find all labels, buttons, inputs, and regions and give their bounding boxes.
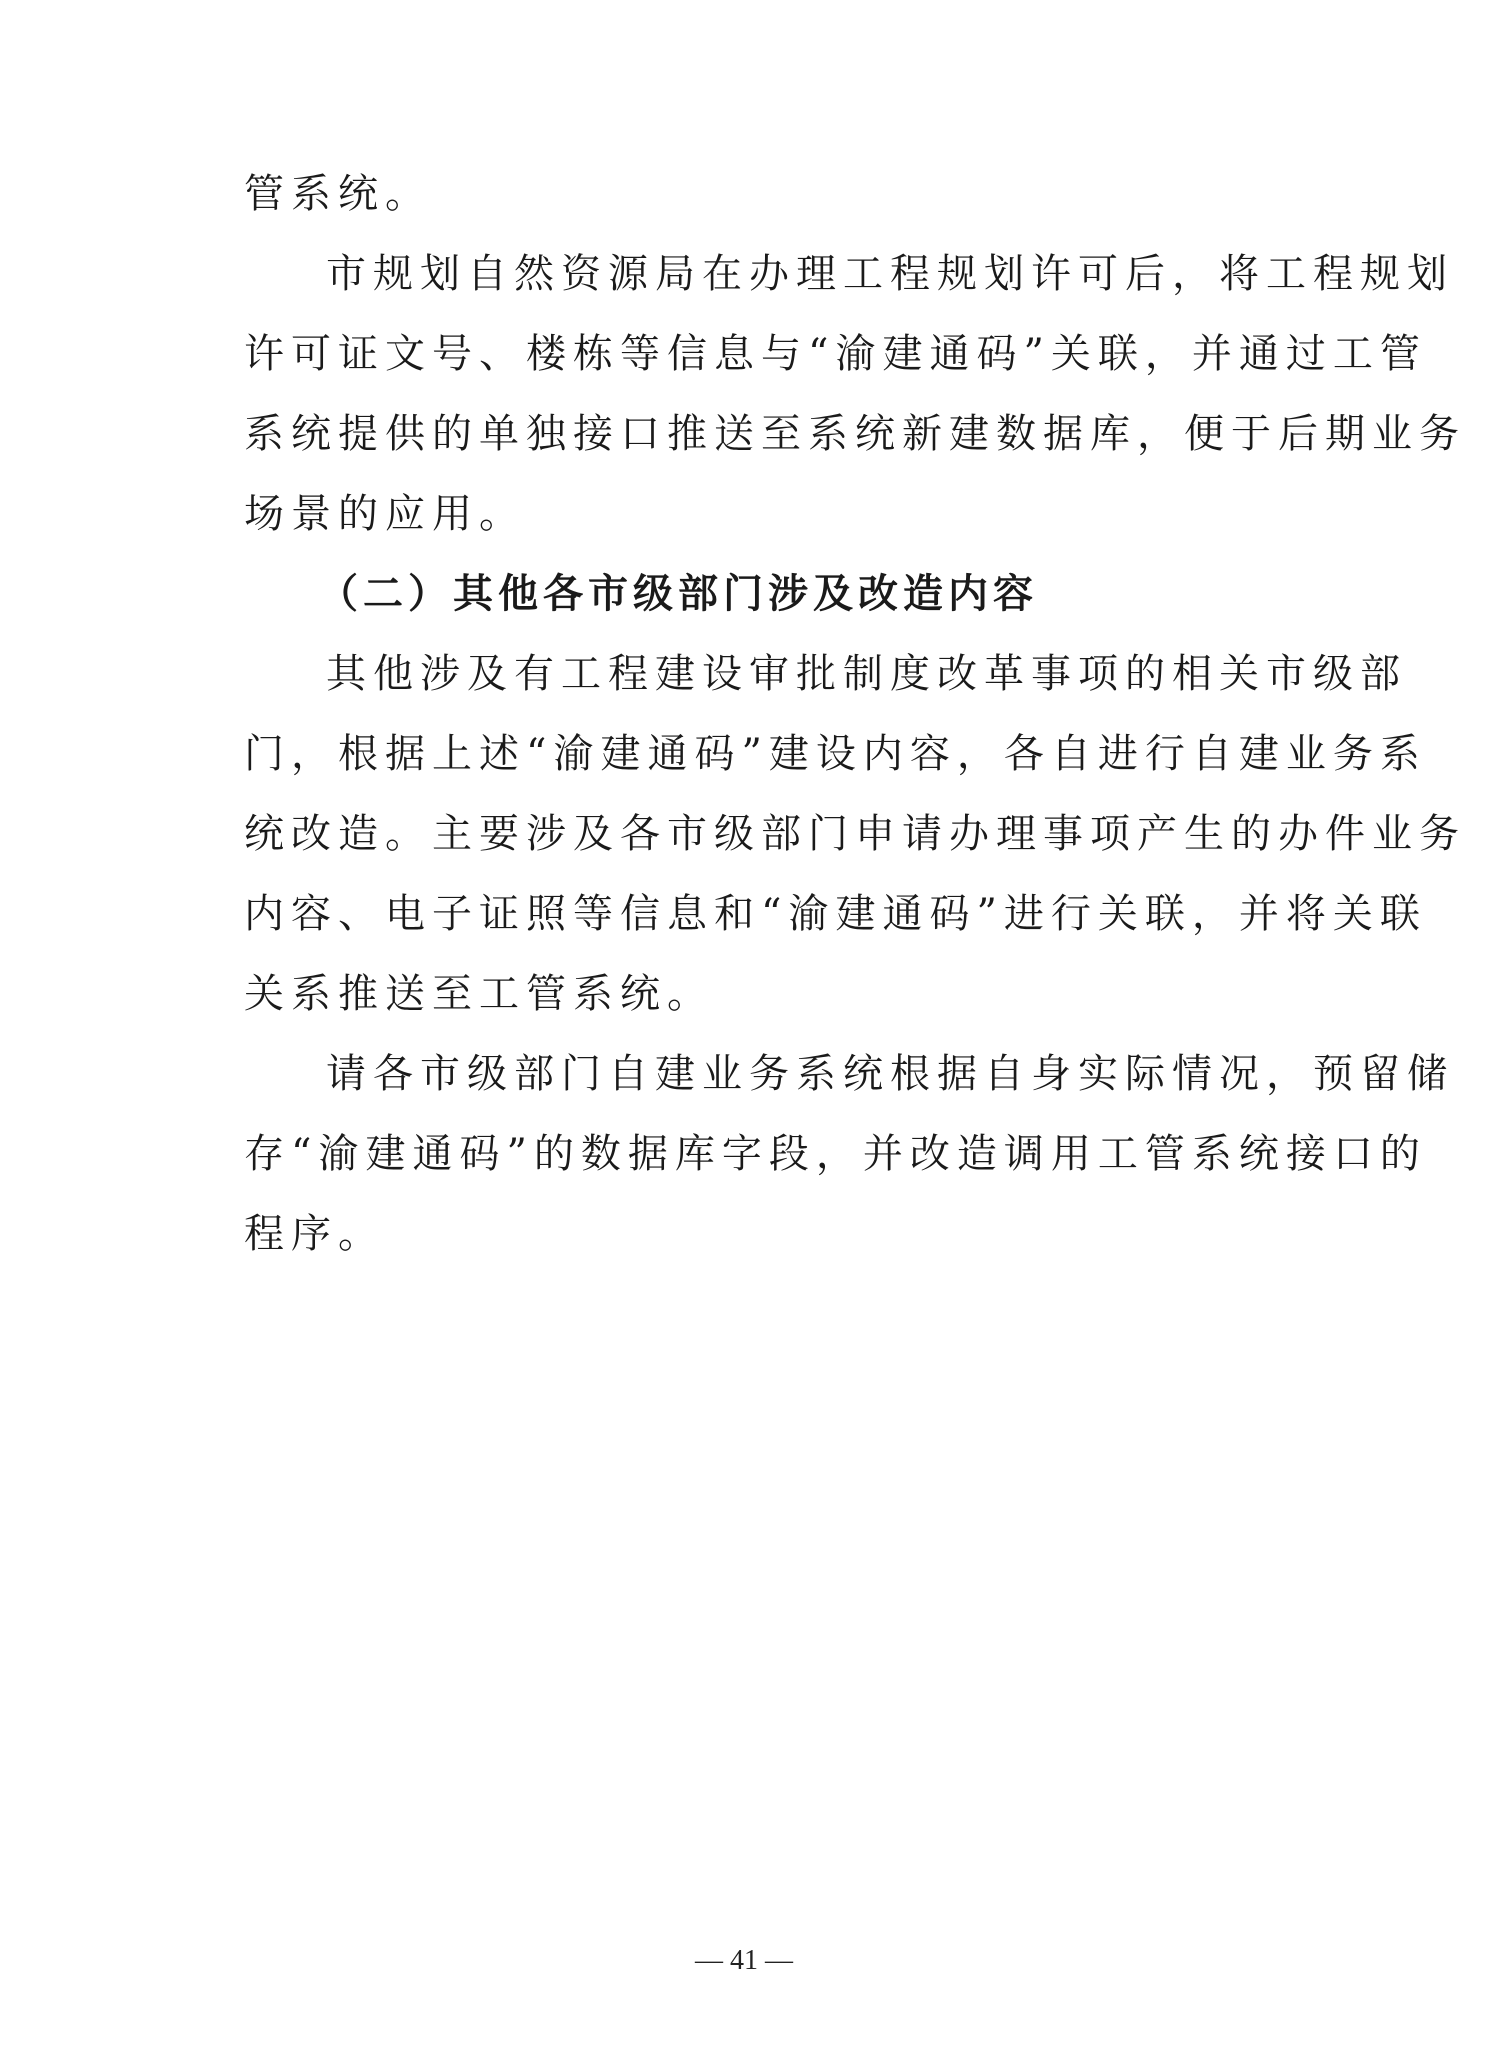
paragraph-line: 存“渝建通码”的数据库字段，并改造调用工管系统接口的 <box>244 1131 1427 1177</box>
paragraph-line: 场景的应用。 <box>244 491 526 537</box>
paragraph-line: 程序。 <box>244 1211 385 1257</box>
page-number: — 41 — <box>695 1945 793 1976</box>
paragraph-line: 管系统。 <box>244 171 432 217</box>
paragraph-line: 其他涉及有工程建设审批制度改革事项的相关市级部 <box>326 651 1407 697</box>
paragraph-line: 市规划自然资源局在办理工程规划许可后，将工程规划 <box>326 251 1454 297</box>
paragraph-line: 关系推送至工管系统。 <box>244 971 714 1017</box>
paragraph-line: 统改造。主要涉及各市级部门申请办理事项产生的办件业务 <box>244 811 1466 857</box>
section-heading: （二）其他各市级部门涉及改造内容 <box>318 570 1038 617</box>
paragraph-line: 内容、电子证照等信息和“渝建通码”进行关联，并将关联 <box>244 891 1427 937</box>
paragraph-line: 许可证文号、楼栋等信息与“渝建通码”关联，并通过工管 <box>244 331 1427 377</box>
paragraph-line: 门，根据上述“渝建通码”建设内容，各自进行自建业务系 <box>244 731 1427 777</box>
paragraph-line: 请各市级部门自建业务系统根据自身实际情况，预留储 <box>326 1051 1454 1097</box>
paragraph-line: 系统提供的单独接口推送至系统新建数据库，便于后期业务 <box>244 411 1466 457</box>
